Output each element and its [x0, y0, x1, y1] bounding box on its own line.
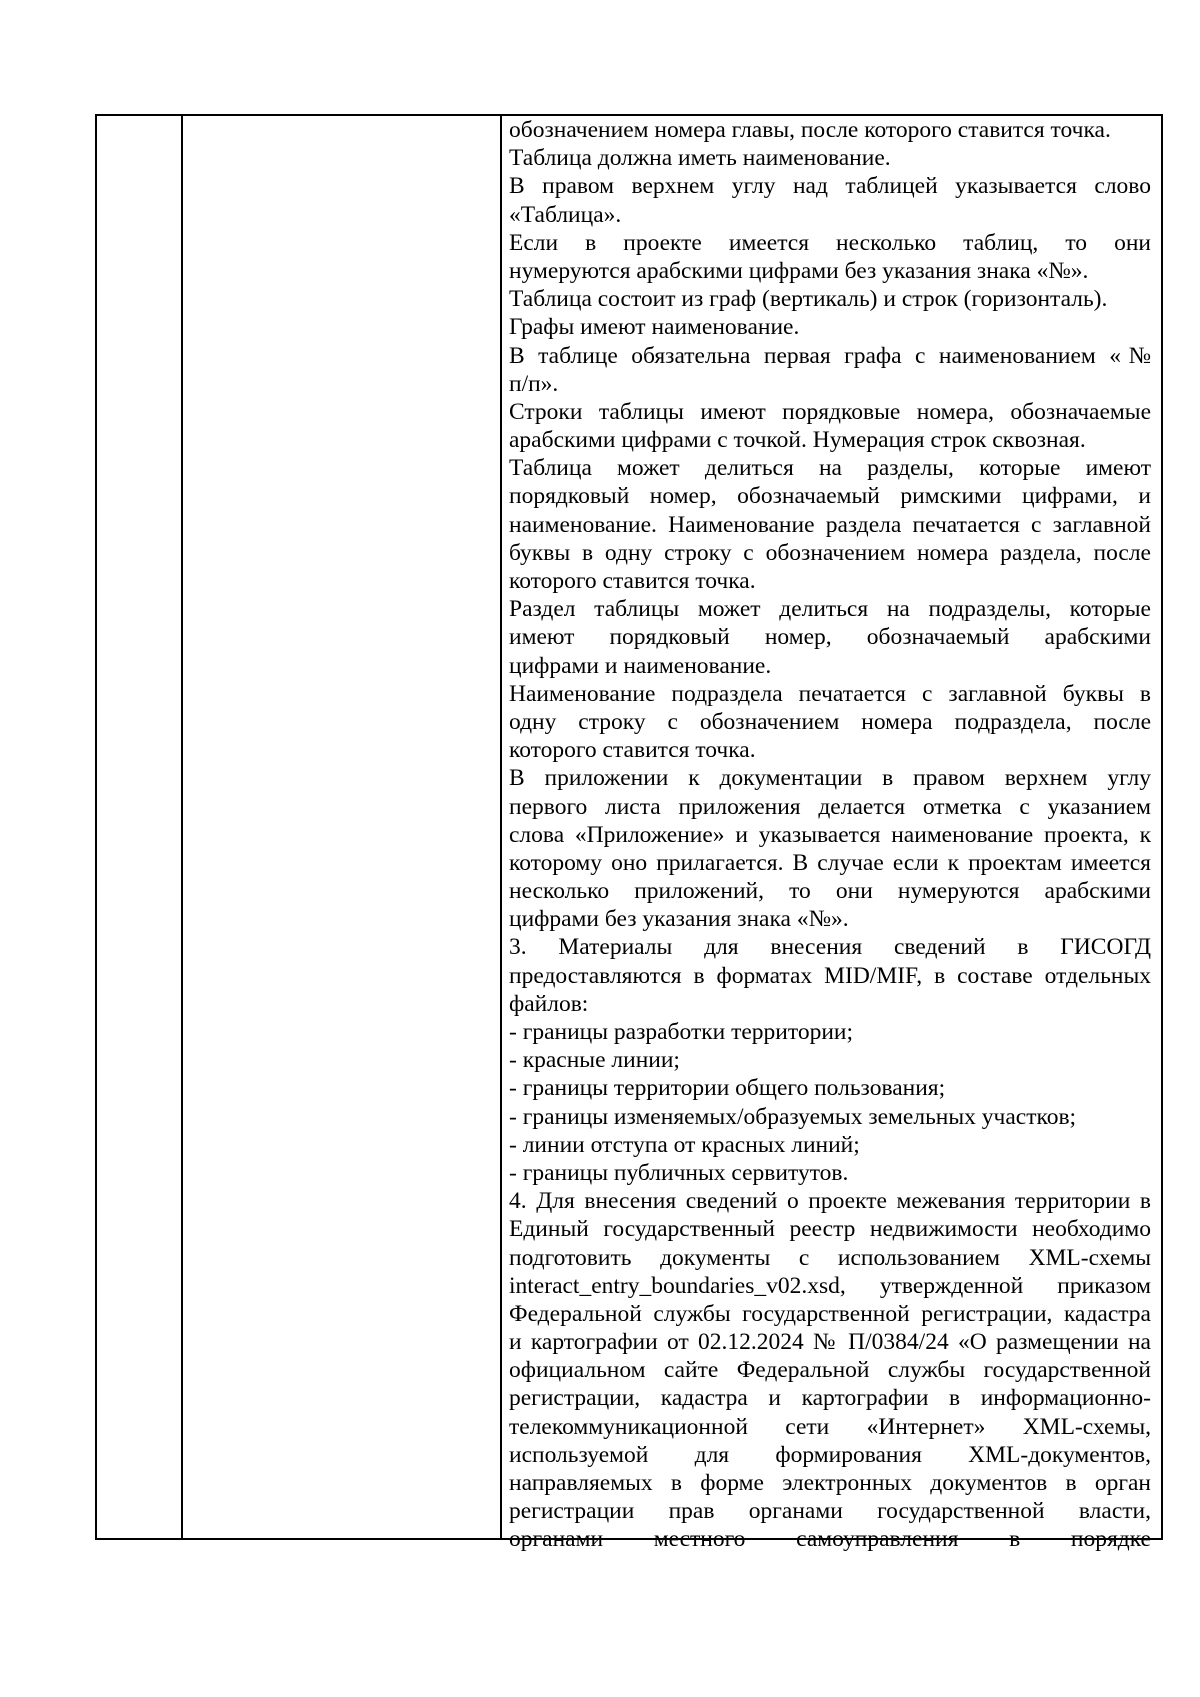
text-line: В правом верхнем углу над таблицей указывается слово: [509, 173, 1151, 200]
text-line: предоставляются в форматах MID/MIF, в составе отдельных: [509, 962, 1151, 989]
text-line: Строки таблицы имеют порядковые номера, обозначаемые: [509, 398, 1151, 425]
text-line: - границы изменяемых/образуемых земельных участков;: [509, 1103, 1077, 1130]
text-line: несколько приложений, то они нумеруются арабскими: [509, 878, 1151, 905]
text-line: - линии отступа от красных линий;: [509, 1131, 860, 1158]
text-line: имеют порядковый номер, обозначаемый арабскими: [509, 624, 1151, 651]
text-line: «Таблица».: [509, 201, 622, 228]
text-line: файлов:: [509, 990, 589, 1017]
text-line: Таблица может делиться на разделы, которые имеют: [509, 455, 1151, 482]
text-line: телекоммуникационной сети «Интернет» XML-схемы,: [509, 1413, 1151, 1440]
text-line: В приложении к документации в правом верхнем углу: [509, 765, 1151, 792]
text-line: Таблица должна иметь наименование.: [509, 145, 891, 172]
column-divider-2: [500, 116, 502, 1538]
text-line: слова «Приложение» и указывается наименование проекта, к: [509, 821, 1151, 848]
text-line: Графы имеют наименование.: [509, 314, 800, 341]
text-line: Раздел таблицы может делиться на подразделы, которые: [509, 596, 1151, 623]
column-divider-1: [181, 116, 183, 1538]
text-line: п/п».: [509, 370, 559, 397]
text-line: наименование. Наименование раздела печатается с заглавной: [509, 511, 1151, 538]
text-line: Федеральной службы государственной регистрации, кадастра: [509, 1300, 1151, 1327]
text-line: - границы территории общего пользования;: [509, 1075, 946, 1102]
text-line: обозначением номера главы, после которого ставится точка.: [509, 117, 1111, 143]
text-line: interact_entry_boundaries_v02.xsd, утвержденной приказом: [509, 1272, 1151, 1299]
text-line: арабскими цифрами с точкой. Нумерация строк сквозная.: [509, 427, 1086, 454]
text-cell: [509, 116, 1151, 1553]
text-line: В таблице обязательна первая графа с наименованием «№: [509, 342, 1151, 369]
text-line: регистрации, кадастра и картографии в информационно-: [509, 1385, 1151, 1412]
text-line: 3. Материалы для внесения сведений в ГИСОГД: [509, 934, 1151, 961]
text-line: цифрами без указания знака «№».: [509, 906, 849, 933]
text-line: регистрации прав органами государственной власти,: [509, 1498, 1151, 1525]
text-line: подготовить документы с использованием XML-схемы: [509, 1244, 1151, 1271]
text-line: - границы разработки территории;: [509, 1019, 854, 1045]
text-line: направляемых в форме электронных документов в орган: [509, 1470, 1151, 1496]
text-line: буквы в одну строку с обозначением номера раздела, после: [509, 539, 1151, 566]
document-table: [95, 114, 1163, 1553]
text-line: используемой для формирования XML-документов,: [509, 1441, 1151, 1468]
text-line: Единый государственный реестр недвижимости необходимо: [509, 1216, 1151, 1243]
text-line: которому оно прилагается. В случае если к проектам имеется: [509, 849, 1151, 876]
text-line: которого ставится точка.: [509, 568, 756, 594]
text-line: и картографии от 02.12.2024 № П/0384/24 «О размещении на: [509, 1329, 1151, 1356]
text-line: одну строку с обозначением номера подраздела, после: [509, 708, 1151, 735]
text-line: - красные линии;: [509, 1047, 680, 1074]
text-line: Наименование подраздела печатается с заглавной буквы в: [509, 680, 1151, 707]
text-line: Если в проекте имеется несколько таблиц, то они: [509, 229, 1151, 256]
text-line: официальном сайте Федеральной службы государственной: [509, 1357, 1151, 1384]
text-line: Таблица состоит из граф (вертикаль) и строк (горизонталь).: [509, 286, 1108, 313]
text-line: цифрами и наименование.: [509, 652, 772, 679]
text-line: порядковый номер, обозначаемый римскими цифрами, и: [509, 483, 1151, 510]
text-line: органами местного самоуправления в порядке: [509, 1526, 1151, 1553]
text-line: первого листа приложения делается отметка с указанием: [509, 793, 1151, 820]
text-line: 4. Для внесения сведений о проекте межевания территории в: [509, 1188, 1151, 1215]
text-line: которого ставится точка.: [509, 737, 756, 764]
text-line: - границы публичных сервитутов.: [509, 1159, 849, 1186]
text-line: нумеруются арабскими цифрами без указания знака «№».: [509, 257, 1089, 284]
